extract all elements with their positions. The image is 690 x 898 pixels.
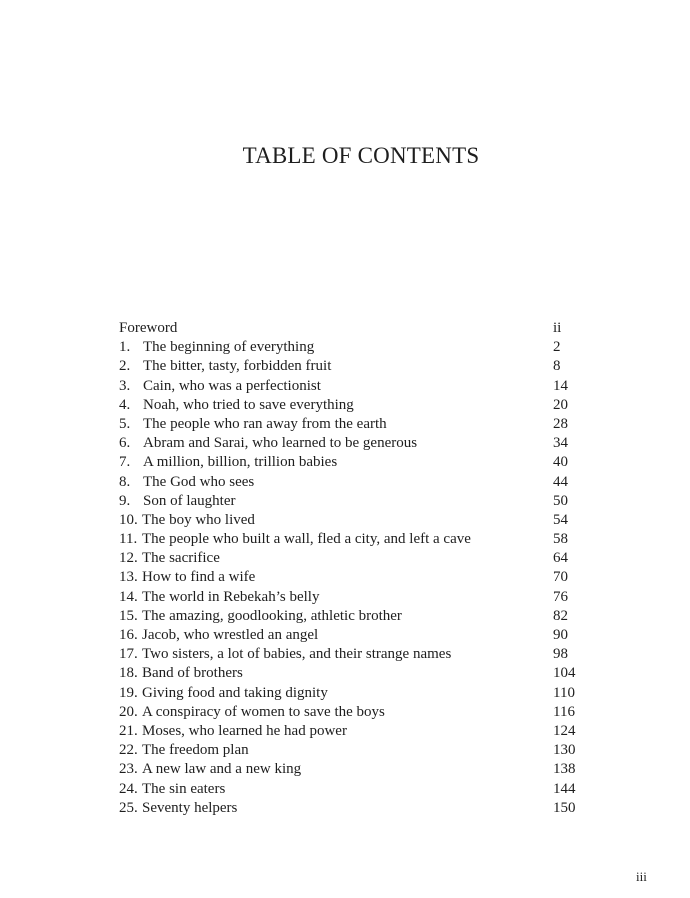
toc-entry-page: 2 [553, 339, 561, 356]
toc-entry-title: The freedom plan [142, 742, 249, 759]
toc-entry-page: 130 [553, 742, 576, 759]
toc-entry [119, 722, 579, 741]
toc-entry [119, 568, 579, 587]
toc-entry-label [119, 588, 319, 607]
toc-entry-title: Giving food and taking dignity [142, 684, 328, 701]
toc-entry-label [119, 434, 417, 453]
toc-entry-label [119, 607, 402, 626]
toc-entry [119, 780, 579, 799]
toc-entry-title: Foreword [119, 320, 178, 336]
toc-entry-number: 6. [119, 435, 131, 452]
toc-entry-page: 110 [553, 684, 575, 701]
toc-entry-label [119, 549, 220, 568]
toc-entry [119, 415, 579, 434]
toc-entry-page: 54 [553, 511, 568, 528]
toc-entry-title: The God who sees [143, 473, 255, 490]
toc-entry-page: 34 [553, 435, 568, 452]
toc-entry-label [119, 684, 328, 703]
toc-entry-number: 13. [119, 569, 138, 586]
toc-entry [119, 626, 579, 645]
toc-entry [119, 664, 579, 683]
toc-entry-number: 17. [119, 646, 138, 663]
toc-entry-title: Jacob, who wrestled an angel [142, 627, 319, 643]
toc-entry [119, 760, 579, 779]
toc-entry-label [119, 338, 314, 357]
toc-entry-label [119, 415, 387, 434]
toc-entry-title: The world in Rebekah’s belly [142, 588, 320, 605]
toc-entry-number: 21. [119, 722, 138, 739]
table-of-contents [119, 319, 579, 818]
toc-entry [119, 799, 579, 818]
toc-entry [119, 453, 579, 472]
toc-entry-number: 14. [119, 588, 138, 605]
toc-entry-number: 24. [119, 780, 138, 797]
toc-entry [119, 319, 579, 338]
toc-entry-label [119, 722, 347, 741]
toc-entry-label [119, 357, 331, 376]
toc-entry-title: Son of laughter [143, 492, 236, 509]
toc-entry-number: 5. [119, 415, 131, 432]
toc-entry-label [119, 511, 255, 530]
toc-entry-title: A new law and a new king [142, 761, 302, 778]
toc-entry [119, 473, 579, 492]
toc-entry-title: The people who built a wall, fled a city, and left a cave [142, 531, 471, 548]
toc-entry-number: 19. [119, 684, 138, 701]
toc-entry-label [119, 626, 318, 645]
toc-entry-label [119, 473, 254, 492]
toc-entry-number: 18. [119, 665, 138, 682]
toc-entry [119, 396, 579, 415]
toc-entry-title: A million, billion, trillion babies [143, 454, 338, 471]
toc-entry-page: 58 [553, 531, 568, 548]
toc-entry-number: 3. [119, 377, 131, 394]
toc-entry-page: 20 [553, 396, 568, 413]
toc-entry-number: 4. [119, 396, 131, 413]
toc-entry-title: Two sisters, a lot of babies, and their strange names [142, 646, 452, 663]
toc-entry-title: A conspiracy of women to save the boys [142, 703, 385, 720]
toc-entry-label [119, 492, 235, 511]
toc-entry-page: 50 [553, 492, 568, 509]
toc-entry-label [119, 741, 249, 760]
toc-entry-title: Seventy helpers [142, 799, 238, 816]
toc-entry-label [119, 760, 301, 779]
toc-entry-page: 82 [553, 607, 568, 624]
toc-entry [119, 549, 579, 568]
page-number: iii [636, 869, 647, 884]
toc-entry [119, 511, 579, 530]
toc-entry-number: 15. [119, 607, 138, 624]
toc-entry-title: The bitter, tasty, forbidden fruit [143, 358, 332, 375]
toc-entry-page: 40 [553, 454, 568, 471]
toc-entry-title: Noah, who tried to save everything [143, 396, 354, 413]
toc-entry-title: The sin eaters [142, 780, 226, 797]
toc-entry-title: Band of brothers [142, 665, 243, 682]
toc-entry-page: 70 [553, 569, 568, 586]
toc-entry [119, 607, 579, 626]
toc-entry-page: 116 [553, 703, 575, 720]
toc-entry-number: 23. [119, 761, 138, 778]
toc-entry [119, 684, 579, 703]
page-title: TABLE OF CONTENTS [242, 143, 480, 168]
toc-entry-title: Moses, who learned he had power [142, 722, 347, 739]
toc-entry [119, 530, 579, 549]
toc-entry-title: The amazing, goodlooking, athletic brother [142, 607, 402, 624]
toc-entry-page: 144 [553, 780, 576, 797]
toc-entry-page: 28 [553, 415, 568, 432]
toc-entry [119, 492, 579, 511]
toc-entry-page: 138 [553, 761, 576, 778]
toc-entry-page: 90 [553, 627, 568, 643]
toc-entry-label [119, 319, 177, 338]
toc-entry-page: 104 [553, 665, 576, 682]
toc-entry-label [119, 799, 237, 818]
toc-entry-number: 10. [119, 511, 138, 528]
toc-entry [119, 645, 579, 664]
toc-entry [119, 434, 579, 453]
toc-entry-title: Abram and Sarai, who learned to be generous [143, 435, 418, 452]
toc-entry [119, 741, 579, 760]
toc-entry [119, 588, 579, 607]
toc-entry-label [119, 530, 471, 549]
toc-entry-label [119, 703, 385, 722]
toc-entry-title: The people who ran away from the earth [143, 415, 387, 432]
toc-entry-label [119, 377, 321, 396]
toc-entry-label [119, 453, 337, 472]
toc-entry-page: 124 [553, 722, 576, 739]
toc-entry-number: 20. [119, 703, 138, 720]
toc-entry-title: The boy who lived [142, 511, 255, 528]
toc-entry-number: 1. [119, 339, 131, 356]
toc-entry-number: 11. [119, 531, 138, 548]
toc-entry-number: 7. [119, 454, 131, 471]
toc-entry-number: 25. [119, 799, 138, 816]
toc-entry-label [119, 568, 255, 587]
toc-entry-page: 76 [553, 588, 568, 605]
toc-entry [119, 338, 579, 357]
toc-entry-title: The beginning of everything [143, 339, 315, 356]
toc-entry-title: Cain, who was a perfectionist [143, 377, 321, 394]
toc-entry-label [119, 664, 243, 683]
toc-entry-number: 16. [119, 627, 138, 643]
toc-entry-page: 14 [553, 377, 568, 394]
toc-entry [119, 357, 579, 376]
toc-entry-number: 22. [119, 742, 138, 759]
toc-entry-number: 12. [119, 550, 138, 567]
toc-entry-page: 44 [553, 473, 568, 490]
toc-entry-number: 2. [119, 358, 131, 375]
toc-entry-page: ii [553, 320, 562, 336]
toc-entry-label [119, 396, 354, 415]
toc-entry-title: How to find a wife [142, 569, 256, 586]
toc-entry-number: 8. [119, 473, 131, 490]
toc-entry-label [119, 645, 451, 664]
toc-entry [119, 703, 579, 722]
toc-entry-page: 64 [553, 550, 568, 567]
toc-entry-page: 98 [553, 646, 568, 663]
toc-entry [119, 377, 579, 396]
toc-entry-title: The sacrifice [142, 550, 220, 567]
toc-entry-label [119, 780, 225, 799]
toc-entry-page: 8 [553, 358, 561, 375]
toc-entry-page: 150 [553, 799, 576, 816]
toc-entry-number: 9. [119, 492, 131, 509]
